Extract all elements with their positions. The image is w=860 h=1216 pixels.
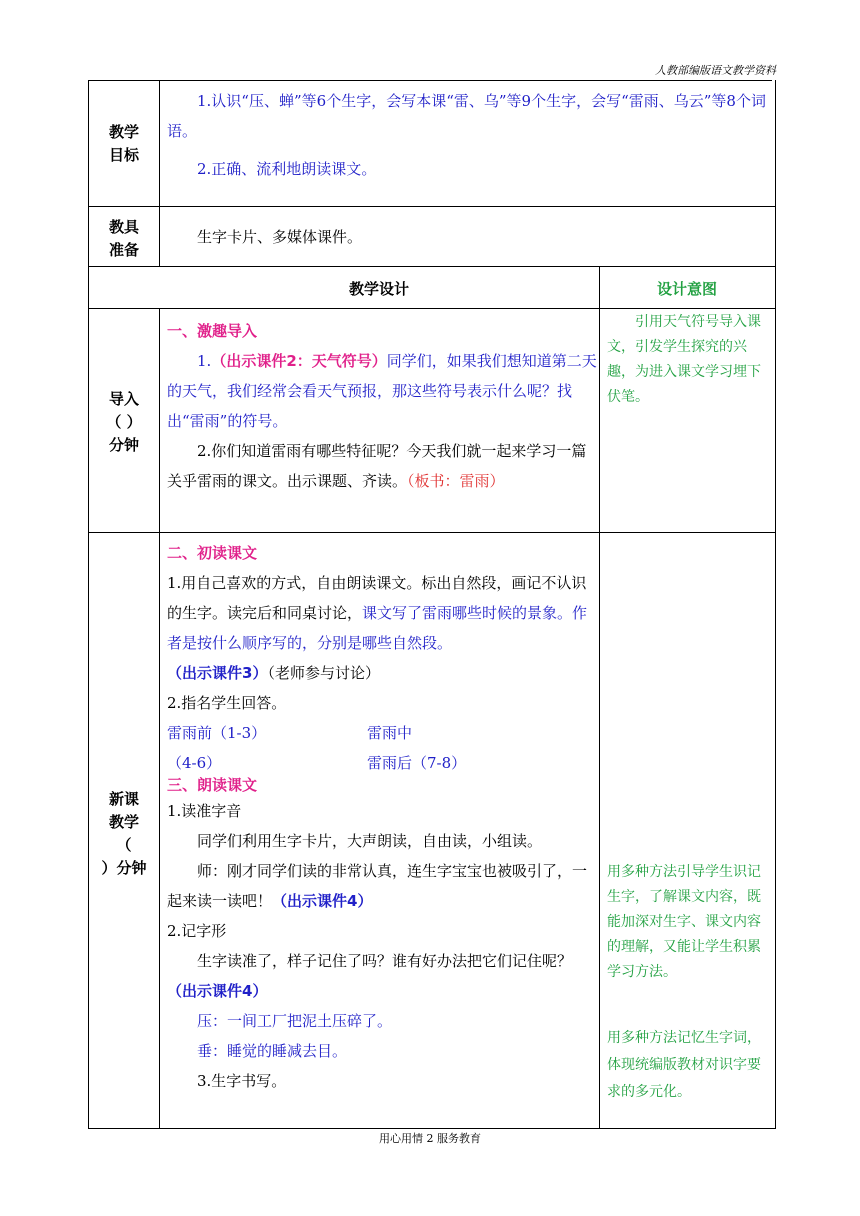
objective-item: 1.认识“压、蝉”等6个生字，会写本课“雷、乌”等9个生字，会写“雷雨、乌云”等8个词语。 (167, 92, 766, 140)
intro-intent: 引用天气符号导入课文，引发学生探究的兴趣，为进入课文学习埋下伏笔。 (607, 314, 761, 405)
new-lesson-intent-2: 用多种方法记忆生字词，体现统编版教材对识字要求的多元化。 (607, 1030, 761, 1100)
section3-2c: 垂：睡觉的睡减去目。 (197, 1042, 348, 1060)
col-divider (159, 80, 160, 266)
section3-1b: 师：刚才同学们读的非常认真，连生字宝宝也被吸引了，一起来读一读吧！（出示课件4） (167, 862, 588, 910)
header-title: 人教部编版语文教学资料 (655, 64, 776, 77)
intro-heading: 一、激趣导入 (167, 322, 258, 340)
intro-p1: 1.（出示课件2：天气符号）同学们，如果我们想知道第二天的天气，我们经常会看天气预报，那这些符号表示什么呢？找出“雷雨”的符号。 (167, 352, 597, 430)
design-header: 教学设计 (348, 280, 409, 298)
materials-text: 生字卡片、多媒体课件。 (197, 228, 363, 246)
new-lesson-intent-1: 用多种方法引导学生识记生字，了解课文内容，既能加深对生字、课文内容的理解，又能让学生积累学习方法。 (607, 864, 761, 980)
row-divider (89, 308, 775, 309)
intro-content (167, 316, 599, 496)
col-divider (599, 266, 600, 1128)
section2-p1-ref: （出示课件3）（老师参与讨论） (167, 664, 380, 682)
row-divider (89, 266, 775, 267)
objectives-label: 教学目标 (108, 123, 139, 164)
lesson-table (88, 80, 776, 1129)
intent-header: 设计意图 (656, 280, 717, 298)
objectives-text (167, 86, 767, 184)
section3-3: 3.生字书写。 (197, 1072, 287, 1090)
section3-heading: 三、朗读课文 (167, 776, 258, 794)
col-divider (159, 308, 160, 1128)
intro-p2: 2.你们知道雷雨有哪些特征呢？今天我们就一起来学习一篇关乎雷雨的课文。出示课题、齐读。（板书：雷雨） (167, 442, 587, 490)
intro-label: 导入 （ ） 分钟 (106, 390, 142, 454)
objective-item: 2.正确、流利地朗读课文。 (197, 160, 377, 178)
section2-p1: 1.用自己喜欢的方式，自由朗读课文。标出自然段，画记不认识的生字。读完后和同桌讨论，课文写了雷雨哪些时候的景象。作者是按什么顺序写的，分别是哪些自然段。 (167, 574, 588, 652)
footer: 用心用情 2 服务教育 (379, 1132, 481, 1145)
section3-2a: 生字读准了，样子记住了吗？谁有好办法把它们记住呢？（出示课件4） (167, 952, 573, 1000)
row-divider (89, 532, 775, 533)
section2-p2: 2.指名学生回答。 (167, 694, 287, 712)
new-lesson-label: 新课 教学 （ ）分钟 (101, 790, 147, 877)
new-lesson-content (167, 538, 599, 1096)
section3-1: 1.读准字音 (167, 802, 242, 820)
section2-heading: 二、初读课文 (167, 544, 258, 562)
section3-2b: 压：一间工厂把泥土压碎了。 (197, 1012, 393, 1030)
section3-1a: 同学们利用生字卡片，大声朗读，自由读，小组读。 (197, 832, 543, 850)
materials-label: 教具准备 (108, 218, 139, 259)
section3-2: 2.记字形 (167, 922, 227, 940)
row-divider (89, 206, 775, 207)
order-list: 雷雨前（1-3） 雷雨中 （4-6） 雷雨后（7-8） (167, 724, 467, 772)
